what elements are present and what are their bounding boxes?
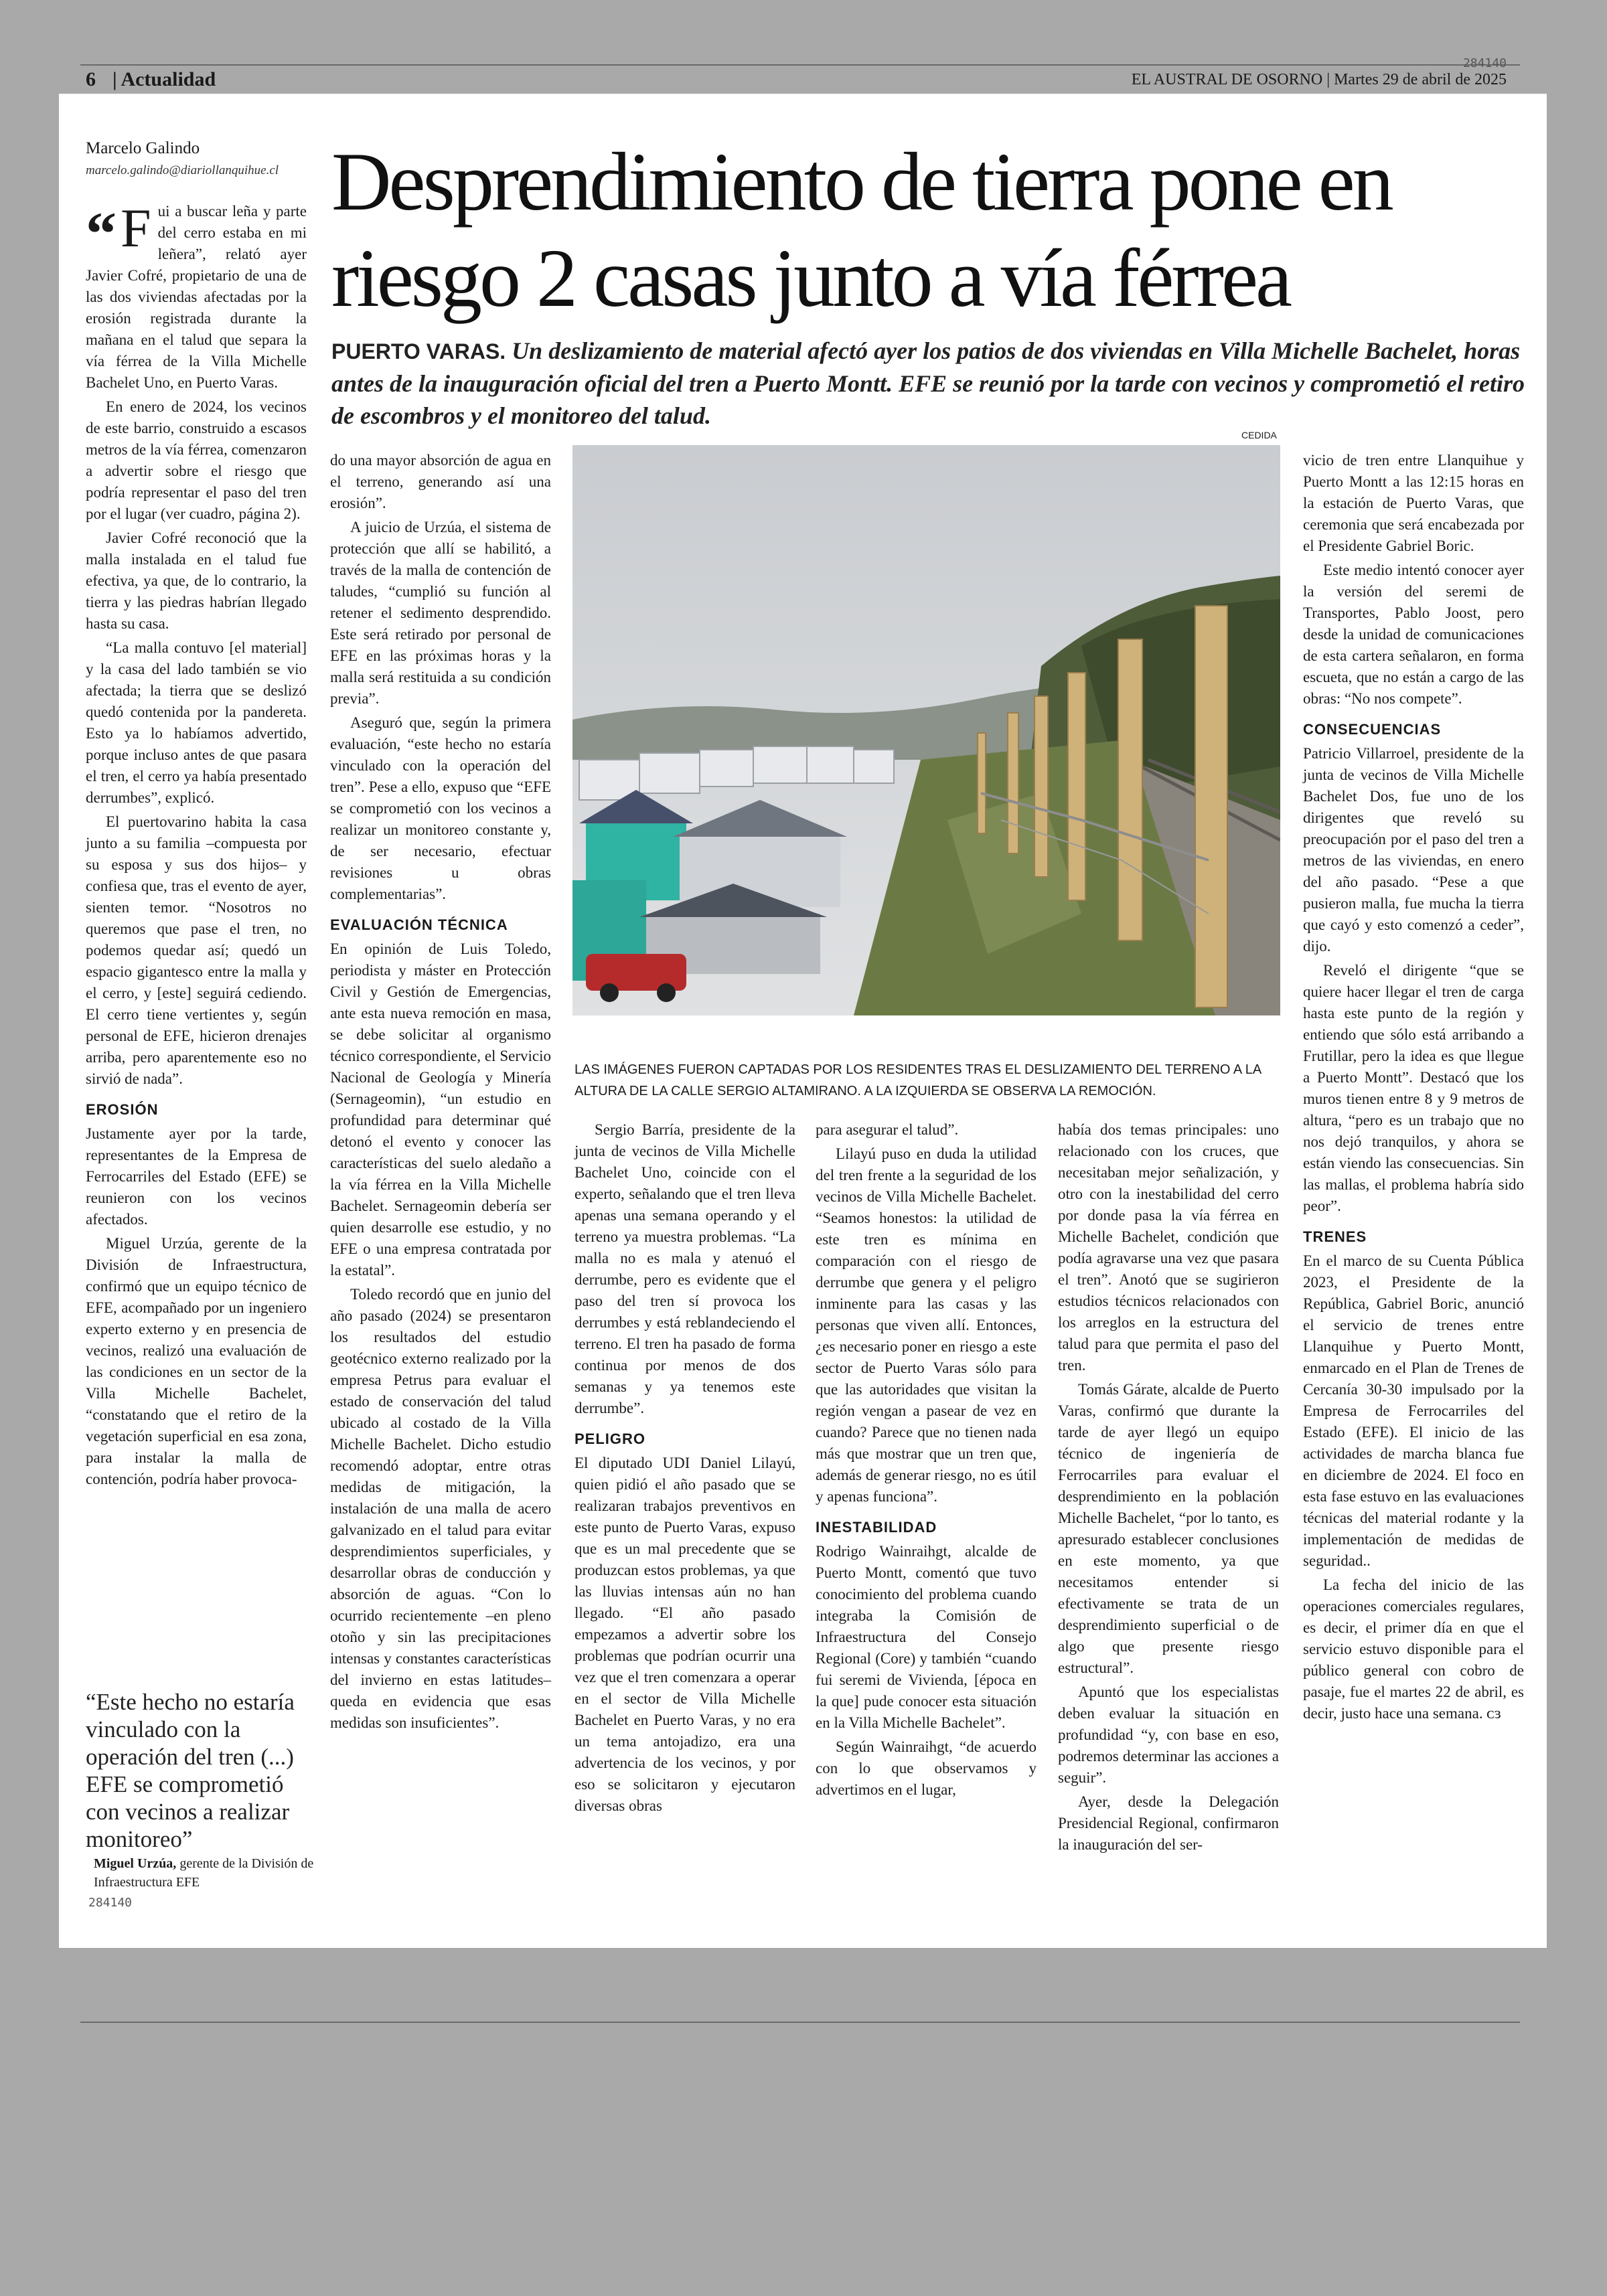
subhead-inestabilidad: INESTABILIDAD bbox=[816, 1519, 937, 1536]
subhead-peligro: PELIGRO bbox=[575, 1430, 646, 1447]
paragraph: Miguel Urzúa, gerente de la División de Infraestructura, confirmó que un equipo técnico de EFE, acompañado por un ingeniero experto externo y en presencia de vecinos, realizó una evaluación de las condiciones en un sector de la Villa Michelle Bachelet, “constatando que el retiro de la vegetación superficial en esa zona, para instalar la malla de contención, podría haber provoca- bbox=[86, 1235, 307, 1487]
clip-code-bottom: 284140 bbox=[88, 1896, 133, 1910]
byline-author: Marcelo Galindo bbox=[86, 139, 200, 157]
paragraph: ui a buscar leña y parte del cerro estaba en mi leñera”, relató ayer Javier Cofré, propietario de una de las dos viviendas afectadas por la erosión registrada durante la mañana en el talud que separa la vía férrea de la Villa Michelle Bachelet Uno, en Puerto Varas. bbox=[86, 203, 307, 391]
paragraph bbox=[1303, 1574, 1524, 1724]
paragraph: A juicio de Urzúa, el sistema de protección que allí se habilitó, a través de la malla de contención de taludes, “cumplió su función al retener el sedimento desprendido. Este será retirado por personal de EFE en las próximas horas y la malla será restituida a su condición previa”. bbox=[330, 519, 551, 707]
paragraph: El diputado UDI Daniel Lilayú, quien pidió el año pasado que se realizaran trabajos preventivos en este punto de Puerto Varas, expuso que es un mal precedente que se produzcan estos problemas, ya que las lluvias intensas aún no han llegado. “El año pasado empezamos a advertir sobre los problemas que podrían ocurrir una vez que el tren comenzara a operar en el sector de Villa Michelle Bachelet en Puerto Varas, y no era un tema antojadizo, era una advertencia de los vecinos, y por eso se solicitaron y ejecutaron diversas obras bbox=[575, 1455, 795, 1814]
paragraph: vicio de tren entre Llanquihue y Puerto Montt a las 12:15 horas en la estación de Puerto Varas, que ceremonia que será encabezada por el Presidente Gabriel Boric. bbox=[1303, 452, 1524, 554]
paragraph: Ayer, desde la Delegación Presidencial Regional, confirmaron la inauguración del ser- bbox=[1058, 1793, 1279, 1853]
end-mark-icon: ᴄɜ bbox=[1486, 1705, 1501, 1722]
column-6 bbox=[1303, 450, 1524, 1727]
drop-cap: F bbox=[121, 197, 151, 258]
subhead-evaluacion: EVALUACIÓN TÉCNICA bbox=[330, 916, 508, 933]
paragraph: En enero de 2024, los vecinos de este barrio, construido a escasos metros de la vía férrea, comenzaron a advertir sobre el riesgo que podría representar el paso del tren por el lugar (ver cuadro, página 2). bbox=[86, 398, 307, 522]
paragraph: Rodrigo Wainraihgt, alcalde de Puerto Montt, comentó que tuvo conocimiento del problema cuando integraba la Comisión de Infraestructura del Consejo Regional (Core) y también “cuando fui seremi de Vivienda, [época en la que] pude conocer esta situación en la Villa Michelle Bachelet”. bbox=[816, 1543, 1037, 1731]
photo-illustration bbox=[572, 445, 1280, 1015]
paragraph: do una mayor absorción de agua en el terreno, generando así una erosión”. bbox=[330, 452, 551, 511]
landslide-photo bbox=[572, 445, 1280, 1015]
paragraph: Este medio intentó conocer ayer la versión del seremi de Transportes, Pablo Joost, pero desde la unidad de comunicaciones de esta cartera señalaron, en forma escueta, que no están a cargo de las obras: “No nos compete”. bbox=[1303, 562, 1524, 707]
paragraph: En el marco de su Cuenta Pública 2023, el Presidente de la República, Gabriel Boric, anunció el servicio de trenes entre Llanquihue y Puerto Montt, enmarcado en el Plan de Trenes de Cercanía 30-30 impulsado por la Empresa de Ferrocarriles del Estado (EFE). El inicio de las actividades de marcha blanca fue en diciembre de 2024. El foco en esta fase estuvo en las evaluaciones técnicas del material rodante y la implementación de medidas de seguridad.. bbox=[1303, 1252, 1524, 1569]
byline-email: marcelo.galindo@diariollanquihue.cl bbox=[86, 163, 279, 177]
opening-quote-mark: “ bbox=[86, 199, 117, 268]
pull-quote-role: gerente de la División de Infraestructura EFE bbox=[94, 1856, 314, 1890]
section-name: | Actualidad bbox=[112, 68, 216, 90]
publication-date: | Martes 29 de abril de 2025 bbox=[1326, 71, 1507, 88]
column-5 bbox=[1058, 1119, 1279, 1858]
column-2 bbox=[330, 450, 551, 1736]
paragraph: había dos temas principales: uno relacionado con los cruces, que necesitaban mejor señalización, y otro con la inestabilidad del cerro por donde pasa la vía férrea en Michelle Bachelet, condición que podía agravarse una vez que pasara el tren”. Anotó que se sugirieron estudios técnicos relacionados con los arreglos en la estructura del talud para que permita el paso del tren. bbox=[1058, 1121, 1279, 1374]
headline: Desprendimiento de tierra pone en riesgo 2 casas junto a vía férrea bbox=[331, 136, 1391, 324]
paragraph: Sergio Barría, presidente de la junta de vecinos de Villa Michelle Bachelet Uno, coincide con el experto, señalando que el tren lleva apenas una semana operando y el terreno ya muestra problemas. “La malla no es mala y atenuó el derrumbe, pero es evidente que el paso del tren sí provoca los derrumbes y está reblandeciendo el terreno. El tren ha pasado de forma continua por menos de dos semanas y ya tenemos este derrumbe”. bbox=[575, 1121, 795, 1416]
subhead-consecuencias: CONSECUENCIAS bbox=[1303, 721, 1442, 738]
publication-line bbox=[1132, 71, 1507, 89]
paragraph: Toledo recordó que en junio del año pasado (2024) se presentaron los resultados del estudio geotécnico externo realizado por la empresa Petrus para evaluar el estado de conservación del talud ubicado al costado de la Villa Michelle Bachelet. Dicho estudio recomendó adoptar, entre otras medidas de mitigación, la instalación de una malla de acero galvanizado en el talud para evitar desprendimientos superficiales, y desarrollar obras de conducción y absorción de aguas. “Con lo ocurrido recientemente –en pleno otoño y sin las precipitaciones intensas y constantes características del invierno en estas latitudes– queda en evidencia que esas medidas son insuficientes”. bbox=[330, 1286, 551, 1731]
pull-quote: “Este hecho no estaría vinculado con la operación del tren (...) EFE se comprometió con vecinos a realizar monitoreo” bbox=[86, 1689, 295, 1852]
paragraph: Justamente ayer por la tarde, representantes de la Empresa de Ferrocarriles del Estado (EFE) se reunieron con los vecinos afectados. bbox=[86, 1125, 307, 1228]
clip-code: 284140 bbox=[1462, 56, 1507, 70]
paragraph: Tomás Gárate, alcalde de Puerto Varas, confirmó que durante la tarde de ayer llegó un equipo técnico de ingeniería de Ferrocarriles para evaluar el desprendimiento en la población Michelle Bachelet, “por lo tanto, es apresurado establecer conclusiones en este momento, ya que necesitamos entender si efectivamente se trata de un desprendimiento superficial o de algo que presente riesgo estructural”. bbox=[1058, 1381, 1279, 1676]
paragraph: para asegurar el talud”. bbox=[816, 1121, 959, 1138]
paragraph: Patricio Villarroel, presidente de la junta de vecinos de Villa Michelle Bachelet Dos, fue uno de los dirigentes que reveló su preocupación por el paso del tren a metros de las viviendas, en enero del año pasado. “Pese a que pusieron malla, fue mucha la tierra que cayó y esto comenzó a ceder”, dijo. bbox=[1303, 745, 1524, 955]
paragraph: Reveló el dirigente “que se quiere hacer llegar el tren de carga hasta este punto de la región y entiendo que sólo está arribando a Frutillar, pero la idea es que llegue a Puerto Montt”. Destacó que los muros tienen entre 8 y 9 metros de altura, “pero es un trabajo que no nos dejó tranquilos, y ahora se están viendo las consecuencias. Sin las mallas, el problema habría sido peor”. bbox=[1303, 962, 1524, 1214]
photo-credit: CEDIDA bbox=[1241, 430, 1277, 440]
page-number: 6 bbox=[86, 68, 96, 90]
page-header bbox=[80, 56, 1520, 94]
subhead-erosion: EROSIÓN bbox=[86, 1101, 159, 1118]
deck-kicker: PUERTO VARAS. bbox=[331, 339, 506, 363]
deck-text: Un deslizamiento de material afectó ayer los patios de dos viviendas en Villa Michelle Bachelet, horas antes de la inauguración oficial del tren a Puerto Montt. EFE se reunió por la tarde con vecinos y comprometió el retiro de escombros y el monitoreo del talud. bbox=[331, 337, 1525, 429]
pull-quote-name: Miguel Urzúa, bbox=[94, 1856, 177, 1871]
subhead-trenes: TRENES bbox=[1303, 1228, 1367, 1245]
paragraph: Según Wainraihgt, “de acuerdo con lo que observamos y advertimos en el lugar, bbox=[816, 1738, 1037, 1798]
paragraph: Lilayú puso en duda la utilidad del tren frente a la seguridad de los vecinos de Villa Michelle Bachelet. “Seamos honestos: la utilidad de este tren es mínima en comparación con el riesgo de derrumbe que genera y el peligro inminente para las casas y las personas que viven allí. Entonces, ¿es necesario poner en riesgo a este sector de Puerto Varas sólo para que las autoridades que visitan la región vengan a pasear de vez en cuando? Parece que no tienen nada más que mostrar que un tren que, además de generar riesgo, no es útil y apenas funciona”. bbox=[816, 1145, 1037, 1505]
column-1 bbox=[86, 197, 307, 1493]
column-4 bbox=[816, 1119, 1037, 1803]
paragraph: El puertovarino habita la casa junto a su familia –compuesta por su esposa y sus dos hijos– y confiesa que, tras el evento de ayer, sienten temor. “Nosotros no queremos que pase el tren, no podemos quedar así; quedó un espacio gigantesco entre la malla y el cerro, y [este] seguirá cediendo. El cerro tiene vertientes y, según personal de EFE, hicieron drenajes arriba, pero aparentemente eso no sirvió de nada”. bbox=[86, 813, 307, 1087]
paragraph: Apuntó que los especialistas deben evaluar la situación en profundidad “y, con base en eso, podremos determinar las acciones a seguir”. bbox=[1058, 1684, 1279, 1786]
pull-quote-credit bbox=[94, 1854, 315, 1892]
deck bbox=[331, 335, 1530, 432]
paragraph: “La malla contuvo [el material] y la casa del lado también se vio afectada; la tierra que se deslizó quedó contenida por la pandereta. Esto ya lo habíamos advertido, porque incluso antes de que pasara el tren, el cerro ya había presentado derrumbes”, explicó. bbox=[86, 639, 307, 806]
paragraph-text: La fecha del inicio de las operaciones comerciales regulares, es decir, el primer día en que el servicio estuvo disponible para el público general con cobro de pasaje, fue el martes 22 de abril, es decir, justo hace una semana. bbox=[1303, 1576, 1524, 1722]
paragraph: Aseguró que, según la primera evaluación, “este hecho no estaría vinculado con la operación del tren”. Pese a ello, expuso que “EFE se comprometió con los vecinos a realizar un monitoreo constante y, de ser necesario, efectuar revisiones u obras complementarias”. bbox=[330, 714, 551, 902]
photo-caption: LAS IMÁGENES FUERON CAPTADAS POR LOS RESIDENTES TRAS EL DESLIZAMIENTO DEL TERRENO A LA ALTURA DE LA CALLE SERGIO ALTAMIRANO. A LA IZQUIERDA SE OBSERVA LA REMOCIÓN. bbox=[575, 1062, 1261, 1098]
paragraph: Javier Cofré reconoció que la malla instalada en el talud fue efectiva, ya que, de lo contrario, la tierra y las piedras habrían llegado hasta su casa. bbox=[86, 529, 307, 632]
column-3 bbox=[575, 1119, 795, 1819]
paragraph: En opinión de Luis Toledo, periodista y máster en Protección Civil y Gestión de Emergencias, ante esta nueva remoción en masa, se debe solicitar al organismo técnico correspondiente, el Servicio Nacional de Geología y Minería (Sernageomin), “un estudio en profundidad para determinar qué detonó el evento y conocer las características del suelo aledaño a la vía férrea en la Villa Michelle Bachelet. Sernageomin debería ser quien desarrolle ese estudio, y no EFE o una empresa contratada por la estatal”. bbox=[330, 940, 551, 1279]
bottom-rule bbox=[80, 2022, 1520, 2023]
publication-name: EL AUSTRAL DE OSORNO bbox=[1131, 71, 1323, 88]
lead-paragraph bbox=[86, 197, 307, 394]
